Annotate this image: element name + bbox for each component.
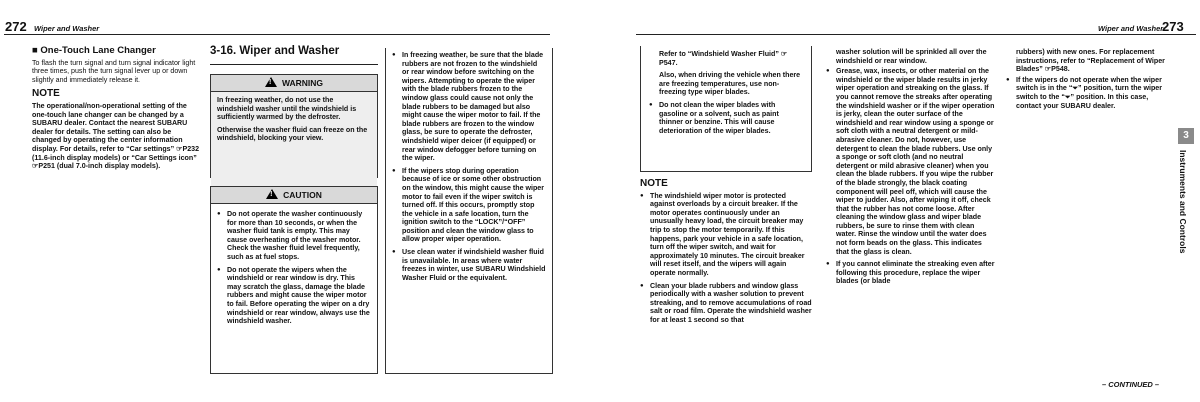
warning-box [210, 74, 378, 178]
left-section-title: Wiper and Washer [34, 24, 100, 33]
left-header-rule [4, 34, 550, 35]
chapter-label: Instruments and Controls [1178, 150, 1188, 254]
caution-label: CAUTION [283, 190, 322, 200]
replacement-continued-text: rubbers) with new ones. For replacement instructions, refer to “Replacement of Wiper Blades” ☞P548. [1016, 48, 1165, 74]
caution-continued-list [386, 48, 552, 282]
right-section-title: Wiper and Washer [1098, 24, 1164, 33]
note-item: ● The windshield wiper motor is protected against overloads by a circuit breaker. If the motor operates continuously under an unusually heavy load, the circuit breaker may trip to stop the motor temporarily. If this happens, park your vehicle in a safe location, turn off the wiper switch, and wait for approximately 10 minutes. The circuit breaker will reset itself, and the wipers will again operate normally. [640, 192, 812, 278]
caution-box [210, 186, 378, 374]
right-note-column [640, 180, 812, 329]
right-column-3 [1006, 48, 1168, 114]
right-note-title: NOTE [640, 178, 668, 189]
right-page-number: 273 [1162, 19, 1184, 34]
wiper-heading-rule [210, 64, 378, 65]
right-note-list [640, 192, 812, 325]
continued-label: – CONTINUED – [1102, 380, 1160, 389]
caution-header [211, 187, 377, 204]
washer-continued-text: washer solution will be sprinkled all over the windshield or rear window. [836, 48, 987, 65]
note-item: ● Clean your blade rubbers and window glass periodically with a washer solution to prevent streaking, and to remove accumulations of road salt or road film. Operate the windshield washer for at least 1 second so that [640, 282, 812, 325]
caution-item: ● Do not clean the wiper blades with gasoline or a solvent, such as paint thinner or benzine. This will cause deterioration of the wiper blades. [649, 101, 803, 135]
lane-changer-heading: ■ One-Touch Lane Changer [32, 45, 156, 56]
caution-item: ● If the wipers stop during operation because of ice or some other obstruction on the window, this might cause the wiper motor to fail even if the wiper switch is turned off. If this occurs, promptly stop the vehicle in a safe location, turn the ignition switch to the “LOCK”/“OFF” position and clean the window glass to allow proper wiper operation. [392, 167, 546, 244]
lane-changer-text: To flash the turn signal and turn signal indicator light three times, push the turn signal lever up or down slightly and immediately release it. [32, 58, 196, 84]
note-item: ● If the wipers do not operate when the wiper switch is in the “⏷” position, turn the wiper switch to the “⏷” position. In this case, contact your SUBARU dealer. [1006, 76, 1168, 110]
wiper-section-column [210, 47, 378, 59]
lane-changer-note-title: NOTE [32, 88, 60, 100]
chapter-label-wrap [1170, 150, 1200, 270]
caution-continued-box [385, 48, 553, 374]
washer-fluid-ref: Refer to “Windshield Washer Fluid” ☞P547. [659, 50, 788, 67]
note-item: ● Grease, wax, insects, or other material on the windshield or the wiper blade results in jerky wiper operation and streaking on the glass. If you cannot remove the streaks after operating the windshield washer or if the wiper operation is jerky, clean the outer surface of the windshield and rear window using a sponge or soft cloth with a neutral detergent or mild-abrasive cleaner. Do not, however, use detergent to clean the blade rubbers. Use only a sponge or soft cloth (and no neutral detergent or mild abrasive cleaner) when you clean the blade rubbers. If you wipe the rubber of the blade strongly, the black coating component will peel off, which will cause the wiper to judder. Also, after wiping it off, check that the rubber has not come loose. After cleaning the window glass and wiper blade rubbers, be sure to rinse them with clean water. Rinse the window until the water does not form beads on the glass. This indicates that the glass is clean. [826, 67, 996, 256]
chapter-tab: 3 [1178, 128, 1194, 144]
wiper-switch-list [1006, 76, 1168, 110]
lane-changer-column [32, 47, 200, 171]
warning-text-2: Otherwise the washer fluid can freeze on the windshield, blocking your view. [217, 125, 368, 143]
warning-body [211, 92, 377, 186]
caution-item: ● Do not operate the wipers when the windshield or rear window is dry. This may scratch the glass, damage the blade rubbers and might cause the wiper motor to fail. Before operating the wiper on a dry windshield or rear window, always use the windshield washer. [217, 266, 371, 326]
right-header-rule [636, 34, 1196, 35]
caution-continued-box-right [640, 46, 812, 172]
lane-changer-note-text: The operational/non-operational setting of the one-touch lane changer can be changed by a SUBARU dealer. Contact the nearest SUBARU dealer for details. The setting can also be changed by operating the center information display. For details, refer to “Car settings” ☞P232 (11.6-inch display models) or “Car Settings icon” ☞P251 (dual 7.0-inch display models). [32, 101, 200, 171]
right-column-2 [826, 48, 996, 290]
wiper-section-heading: 3-16. Wiper and Washer [210, 45, 340, 57]
warning-icon: ! [265, 77, 277, 87]
left-page-number: 272 [5, 19, 27, 34]
warning-header [211, 75, 377, 92]
freezing-blades-text: Also, when driving the vehicle when there are freezing temperatures, use non-freezing type wiper blades. [659, 71, 801, 97]
blade-cleaning-list [641, 101, 811, 135]
caution-list [211, 204, 377, 326]
cleaning-list [826, 67, 996, 286]
note-item: ● If you cannot eliminate the streaking even after following this procedure, replace the wiper blades (or blade [826, 260, 996, 286]
warning-label: WARNING [281, 78, 324, 88]
warning-text-1: In freezing weather, do not use the windshield washer until the windshield is sufficiently warmed by the defroster. [217, 96, 357, 122]
caution-icon: ! [266, 189, 278, 199]
caution-item: ● In freezing weather, be sure that the blade rubbers are not frozen to the windshield or rear window before switching on the wipers. Attempting to operate the wiper with the blade rubbers frozen to the window glass could cause not only the blade rubbers to be damaged but also might cause the wiper motor to fail. If the blade rubbers are frozen to the window glass, be sure to operate the defroster, windshield wiper deicer (if equipped) or rear window defogger before turning on the wiper. [392, 51, 546, 163]
caution-item: ● Do not operate the washer continuously for more than 10 seconds, or when the washer fluid tank is empty. This may cause overheating of the washer motor. Check the washer fluid level frequently, such as at fuel stops. [217, 210, 371, 262]
caution-item: ● Use clean water if windshield washer fluid is unavailable. In areas where water freezes in winter, use SUBARU Windshield Washer Fluid or the equivalent. [392, 248, 546, 282]
